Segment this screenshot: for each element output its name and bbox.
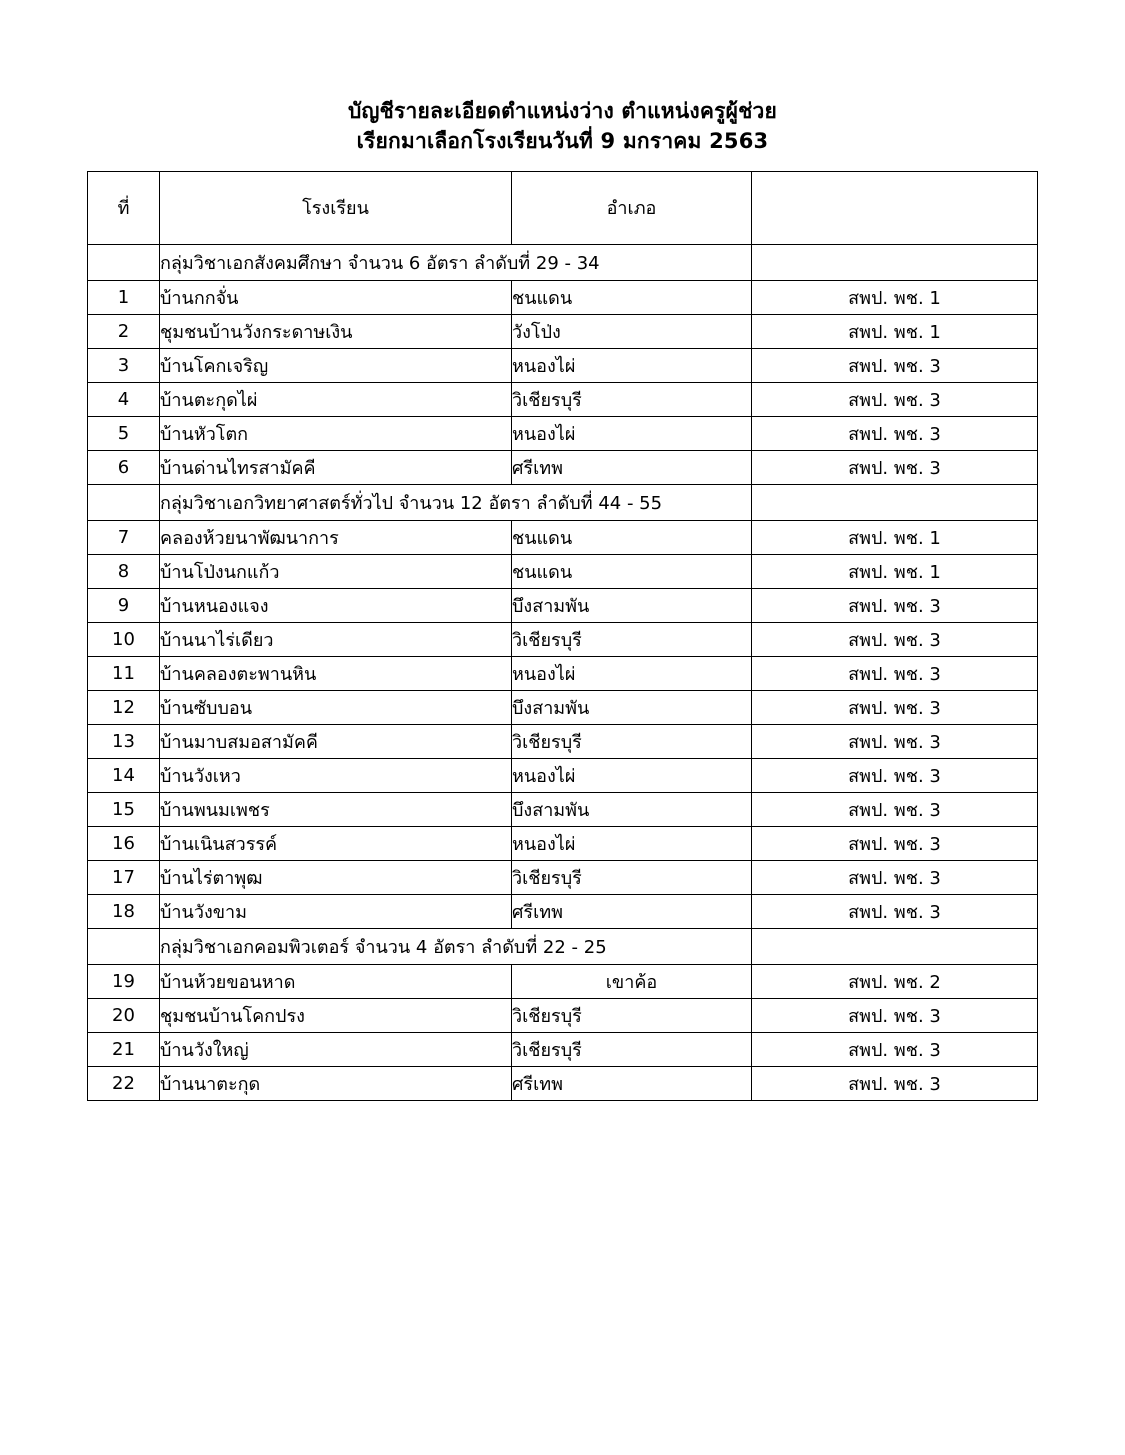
document-title: บัญชีรายละเอียดตำแหน่งว่าง ตำแหน่งครูผู้ช่วย [347,99,778,123]
cell-school: บ้านห้วยขอนหาด [160,964,512,998]
group-no-cell [88,928,160,964]
cell-area: สพป. พช. 1 [752,554,1038,588]
cell-school: ชุมชนบ้านวังกระดาษเงิน [160,314,512,348]
cell-no: 5 [88,416,160,450]
cell-no: 8 [88,554,160,588]
table-row [88,280,1038,314]
table-row [88,450,1038,484]
cell-no: 19 [88,964,160,998]
cell-amphoe: หนองไผ่ [512,826,752,860]
cell-amphoe: ศรีเทพ [512,450,752,484]
cell-area: สพป. พช. 3 [752,656,1038,690]
column-header-school: โรงเรียน [160,171,512,244]
cell-school: บ้านคลองตะพานหิน [160,656,512,690]
cell-amphoe: วังโป่ง [512,314,752,348]
table-header [88,171,1038,244]
table-row [88,998,1038,1032]
cell-area: สพป. พช. 3 [752,622,1038,656]
cell-school: บ้านด่านไทรสามัคคี [160,450,512,484]
cell-school: บ้านหนองแจง [160,588,512,622]
table-row [88,656,1038,690]
table-row [88,382,1038,416]
cell-area: สพป. พช. 3 [752,690,1038,724]
cell-no: 15 [88,792,160,826]
cell-amphoe: หนองไผ่ [512,348,752,382]
cell-no: 2 [88,314,160,348]
cell-amphoe: วิเชียรบุรี [512,382,752,416]
cell-amphoe: บึงสามพัน [512,690,752,724]
cell-amphoe: เขาค้อ [512,964,752,998]
cell-no: 7 [88,520,160,554]
cell-no: 13 [88,724,160,758]
cell-no: 20 [88,998,160,1032]
column-header-amphoe: อำเภอ [512,171,752,244]
table-row [88,690,1038,724]
cell-school: บ้านนาตะกุด [160,1066,512,1100]
cell-amphoe: หนองไผ่ [512,758,752,792]
cell-amphoe: หนองไผ่ [512,416,752,450]
vacancy-table [87,171,1038,1101]
table-row [88,758,1038,792]
cell-school: บ้านไร่ตาพุฒ [160,860,512,894]
cell-amphoe: วิเชียรบุรี [512,860,752,894]
cell-area: สพป. พช. 1 [752,520,1038,554]
table-row [88,894,1038,928]
cell-no: 12 [88,690,160,724]
table-row [88,554,1038,588]
cell-school: บ้านโคกเจริญ [160,348,512,382]
cell-amphoe: วิเชียรบุรี [512,724,752,758]
cell-school: บ้านซับบอน [160,690,512,724]
cell-no: 4 [88,382,160,416]
group-heading-label: กลุ่มวิชาเอกวิทยาศาสตร์ทั่วไป จำนวน 12 อัตรา ลำดับที่ 44 - 55 [160,484,752,520]
table-row [88,792,1038,826]
cell-no: 17 [88,860,160,894]
cell-no: 10 [88,622,160,656]
cell-area: สพป. พช. 3 [752,1032,1038,1066]
cell-no: 6 [88,450,160,484]
cell-area: สพป. พช. 3 [752,826,1038,860]
cell-school: บ้านวังขาม [160,894,512,928]
group-area-cell [752,244,1038,280]
cell-no: 11 [88,656,160,690]
cell-area: สพป. พช. 3 [752,1066,1038,1100]
table-header-row [88,171,1038,244]
cell-school: บ้านวังเหว [160,758,512,792]
table-row [88,1032,1038,1066]
table-row [88,520,1038,554]
table-row [88,724,1038,758]
cell-no: 1 [88,280,160,314]
table-body [88,244,1038,1100]
document-subtitle: เรียกมาเลือกโรงเรียนวันที่ 9 มกราคม 2563 [356,129,769,154]
group-area-cell [752,928,1038,964]
group-heading-label: กลุ่มวิชาเอกคอมพิวเตอร์ จำนวน 4 อัตรา ลำดับที่ 22 - 25 [160,928,752,964]
cell-school: บ้านตะกุดไผ่ [160,382,512,416]
column-header-area [752,171,1038,244]
table-row [88,964,1038,998]
cell-amphoe: ชนแดน [512,554,752,588]
cell-area: สพป. พช. 3 [752,792,1038,826]
cell-area: สพป. พช. 1 [752,314,1038,348]
cell-area: สพป. พช. 3 [752,724,1038,758]
cell-amphoe: หนองไผ่ [512,656,752,690]
cell-school: บ้านเนินสวรรค์ [160,826,512,860]
table-row [88,1066,1038,1100]
cell-amphoe: ศรีเทพ [512,894,752,928]
group-no-cell [88,484,160,520]
group-heading-row [88,484,1038,520]
cell-school: บ้านโป่งนกแก้ว [160,554,512,588]
table-row [88,348,1038,382]
cell-amphoe: วิเชียรบุรี [512,998,752,1032]
cell-area: สพป. พช. 1 [752,280,1038,314]
cell-school: บ้านหัวโตก [160,416,512,450]
group-area-cell [752,484,1038,520]
document-header [0,0,1125,157]
cell-no: 21 [88,1032,160,1066]
cell-amphoe: วิเชียรบุรี [512,622,752,656]
table-row [88,588,1038,622]
cell-amphoe: ชนแดน [512,280,752,314]
table-row [88,622,1038,656]
cell-no: 22 [88,1066,160,1100]
cell-school: บ้านนาไร่เดียว [160,622,512,656]
cell-amphoe: ศรีเทพ [512,1066,752,1100]
group-heading-row [88,928,1038,964]
cell-no: 3 [88,348,160,382]
cell-no: 18 [88,894,160,928]
cell-area: สพป. พช. 3 [752,382,1038,416]
cell-amphoe: ชนแดน [512,520,752,554]
cell-area: สพป. พช. 3 [752,860,1038,894]
cell-amphoe: บึงสามพัน [512,588,752,622]
cell-no: 14 [88,758,160,792]
cell-area: สพป. พช. 3 [752,450,1038,484]
table-row [88,860,1038,894]
cell-area: สพป. พช. 2 [752,964,1038,998]
cell-school: บ้านกกจั่น [160,280,512,314]
cell-amphoe: บึงสามพัน [512,792,752,826]
cell-area: สพป. พช. 3 [752,416,1038,450]
cell-school: บ้านพนมเพชร [160,792,512,826]
cell-area: สพป. พช. 3 [752,894,1038,928]
column-header-no: ที่ [88,171,160,244]
group-no-cell [88,244,160,280]
cell-amphoe: วิเชียรบุรี [512,1032,752,1066]
group-heading-row [88,244,1038,280]
cell-area: สพป. พช. 3 [752,348,1038,382]
cell-no: 9 [88,588,160,622]
cell-area: สพป. พช. 3 [752,998,1038,1032]
cell-school: คลองห้วยนาพัฒนาการ [160,520,512,554]
cell-no: 16 [88,826,160,860]
cell-school: ชุมชนบ้านโคกปรง [160,998,512,1032]
table-row [88,826,1038,860]
table-row [88,314,1038,348]
cell-area: สพป. พช. 3 [752,758,1038,792]
table-row [88,416,1038,450]
cell-school: บ้านวังใหญ่ [160,1032,512,1066]
cell-area: สพป. พช. 3 [752,588,1038,622]
cell-school: บ้านมาบสมอสามัคคี [160,724,512,758]
group-heading-label: กลุ่มวิชาเอกสังคมศึกษา จำนวน 6 อัตรา ลำดับที่ 29 - 34 [160,244,752,280]
